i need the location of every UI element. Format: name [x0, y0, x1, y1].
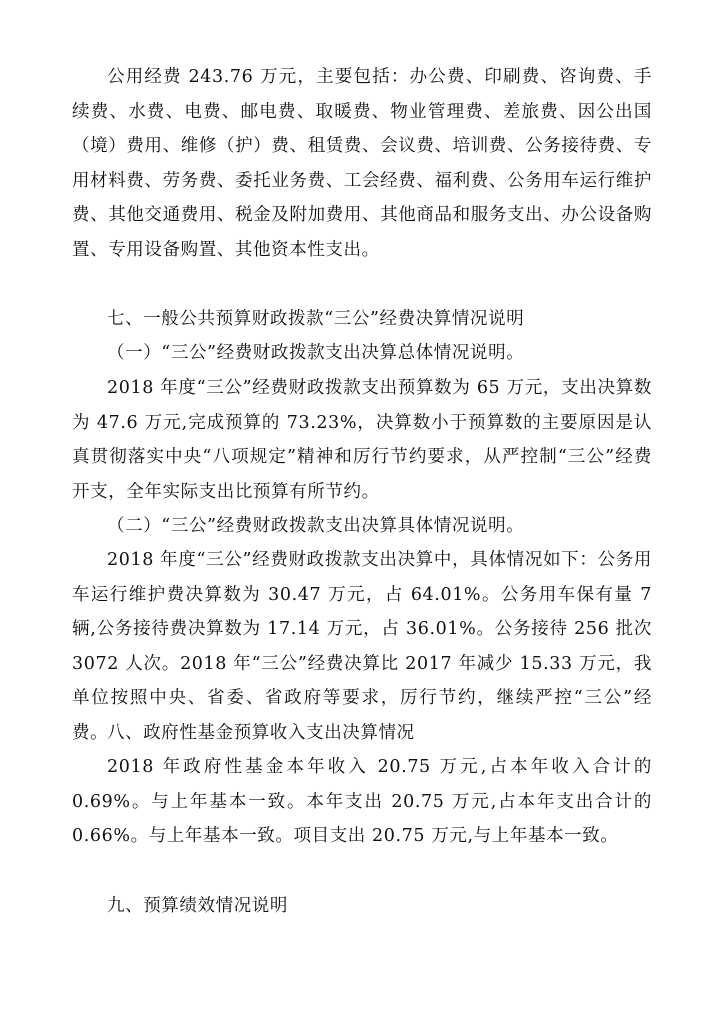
heading-section-7-1: （一）“三公”经费财政拨款支出决算总体情况说明。	[107, 343, 525, 363]
heading-section-7-2: （二）“三公”经费财政拨款支出决算具体情况说明。	[107, 516, 525, 536]
paragraph-government-fund: 2018 年政府性基金本年收入 20.75 万元,占本年收入合计的 0.69%。与上年基本一致。本年支出 20.75 万元,占本年支出合计的 0.66%。与上年基本一致。项目支出 20.75 万元,与上年基本一致。	[72, 757, 652, 846]
heading-section-9: 九、预算绩效情况说明	[107, 896, 288, 916]
heading-section-7: 七、一般公共预算财政拨款“三公”经费决算情况说明	[107, 309, 525, 329]
paragraph-public-expenses: 公用经费 243.76 万元，主要包括：办公费、印刷费、咨询费、手续费、水费、电费、邮电费、取暖费、物业管理费、差旅费、因公出国（境）费用、维修（护）费、租赁费、会议费、培训费、公务接待费、专用材料费、劳务费、委托业务费、工会经费、福利费、公务用车运行维护费、其他交通费用、税金及附加费用、其他商品和服务支出、办公设备购置、专用设备购置、其他资本性支出。	[72, 67, 652, 260]
paragraph-three-public-overview: 2018 年度“三公”经费财政拨款支出预算数为 65 万元，支出决算数为 47.6 万元,完成预算的 73.23%，决算数小于预算数的主要原因是认真贯彻落实中央“八项规定”精神和厉行节约要求，从严控制“三公”经费开支，全年实际支出比预算有所节约。	[72, 378, 652, 502]
heading-section-8: 八、政府性基金预算收入支出决算情况	[107, 723, 415, 743]
paragraph-three-public-details: 2018 年度“三公”经费财政拨款支出决算中，具体情况如下：公务用车运行维护费决算数为 30.47 万元，占 64.01%。公务用车保有量 7 辆,公务接待费决算数为 17.14 万元，占 36.01%。公务接待 256 批次 3072 人次。2018 年“三公”经费决算比 2017 年减少 15.33 万元，我单位按照中央、省委、省政府等要求，厉行节约，继续严控“三公”经费。	[72, 550, 652, 743]
